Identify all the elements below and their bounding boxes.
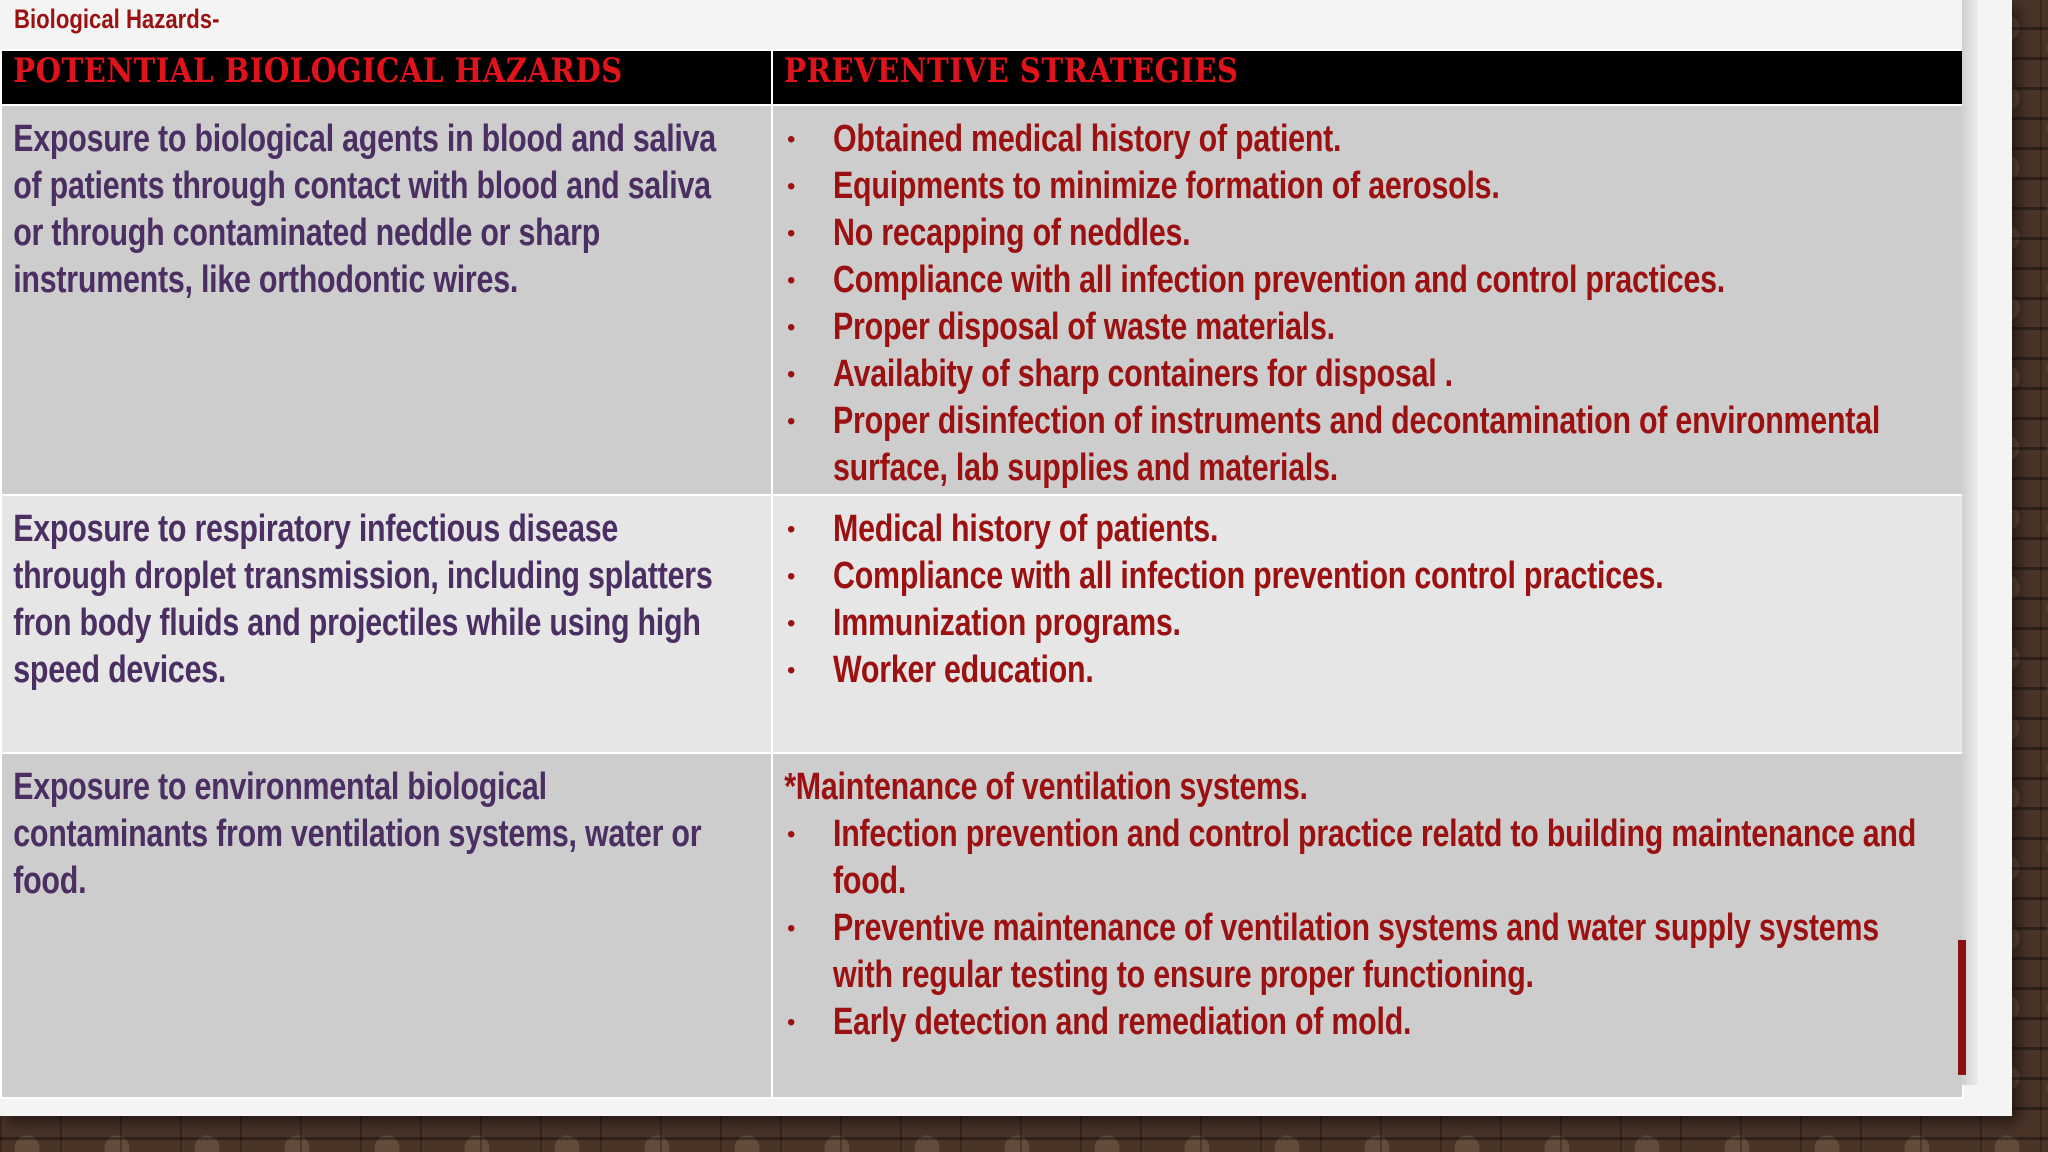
header-potential-hazards (1, 50, 772, 105)
bullet-dot-icon: • (787, 267, 796, 294)
strategy-text: Proper disinfection of instruments and decontamination of environmental surface, lab supplies and materials. (833, 400, 1881, 489)
hazard-text: Exposure to respiratory infectious disease through droplet transmission, including splatters fron body fluids and projectiles while using high speed devices. (13, 507, 713, 691)
bullet-dot-icon: • (787, 821, 796, 849)
hazard-cell (1, 105, 772, 495)
strategy-item (773, 116, 1962, 163)
strategy-text: Worker education. (833, 648, 1094, 691)
strategy-item (773, 163, 1962, 210)
strategies-cell (772, 495, 1963, 754)
strategy-text: Medical history of patients. (833, 507, 1219, 550)
hazard-text: Exposure to environmental biological contaminants from ventilation systems, water or food. (13, 766, 702, 903)
table-header-row (1, 50, 1963, 105)
bullet-dot-icon: • (787, 915, 796, 943)
strategy-text: Compliance with all infection prevention and control practices. (833, 259, 1725, 301)
bullet-dot-icon: • (787, 1009, 796, 1037)
bullet-dot-icon: • (787, 656, 796, 684)
bullet-dot-icon: • (787, 609, 796, 637)
hazard-cell (1, 495, 772, 754)
bullet-dot-icon: • (787, 562, 796, 590)
strategy-text: Availabity of sharp containers for disposal . (833, 353, 1453, 395)
bullet-dot-icon: • (787, 126, 796, 153)
bullet-dot-icon: • (787, 173, 796, 200)
slide-title: Biological Hazards- (14, 4, 220, 34)
strategy-item (773, 506, 1962, 553)
bullet-dot-icon: • (787, 220, 796, 247)
strategy-text: Equipments to minimize formation of aerosols. (833, 165, 1500, 207)
strategy-text: Infection prevention and control practice relatd to building maintenance and food. (833, 813, 1917, 903)
header-preventive-strategies (772, 50, 1963, 105)
strategies-list (773, 506, 1962, 694)
bullet-dot-icon: • (787, 314, 796, 341)
strategy-text: Compliance with all infection prevention control practices. (833, 554, 1664, 597)
hazards-table (0, 49, 1964, 1099)
strategies-cell (772, 753, 1963, 1098)
slide-edge-decoration (1962, 0, 1978, 1085)
hazard-cell (1, 753, 772, 1098)
strategy-item (773, 257, 1962, 304)
table-row (1, 753, 1963, 1098)
bullet-dot-icon: • (787, 361, 796, 388)
strategy-item (773, 600, 1962, 647)
strategies-list (773, 811, 1962, 1046)
strategies-cell (772, 105, 1963, 495)
table-row (1, 495, 1963, 754)
strategy-item (773, 647, 1962, 694)
strategy-item (773, 351, 1962, 398)
bullet-dot-icon: • (787, 515, 796, 543)
header-potential-hazards-label: POTENTIAL BIOLOGICAL HAZARDS (13, 51, 623, 91)
hazard-text: Exposure to biological agents in blood and saliva of patients through contact with blood and saliva or through contaminated neddle or sharp instruments, like orthodontic wires. (13, 118, 716, 301)
strategy-item (773, 999, 1962, 1046)
table-row (1, 105, 1963, 495)
strategy-note: *Maintenance of ventilation systems. (784, 766, 1308, 809)
strategy-item (773, 210, 1962, 257)
bullet-dot-icon: • (787, 408, 796, 435)
header-preventive-strategies-label: PREVENTIVE STRATEGIES (784, 51, 1239, 91)
slide-accent-bar (1958, 940, 1966, 1075)
strategy-text: Obtained medical history of patient. (833, 118, 1342, 160)
strategies-list (773, 116, 1962, 492)
strategy-item (773, 553, 1962, 600)
strategy-item (773, 905, 1962, 999)
strategy-text: Immunization programs. (833, 601, 1181, 644)
strategy-text: Early detection and remediation of mold. (833, 1001, 1412, 1044)
strategy-item (773, 811, 1962, 905)
strategy-item (773, 398, 1962, 492)
strategy-text: No recapping of neddles. (833, 212, 1191, 254)
strategy-text: Proper disposal of waste materials. (833, 306, 1335, 348)
strategy-item (773, 304, 1962, 351)
strategy-text: Preventive maintenance of ventilation systems and water supply systems with regular testing to ensure proper functioning. (833, 907, 1879, 997)
